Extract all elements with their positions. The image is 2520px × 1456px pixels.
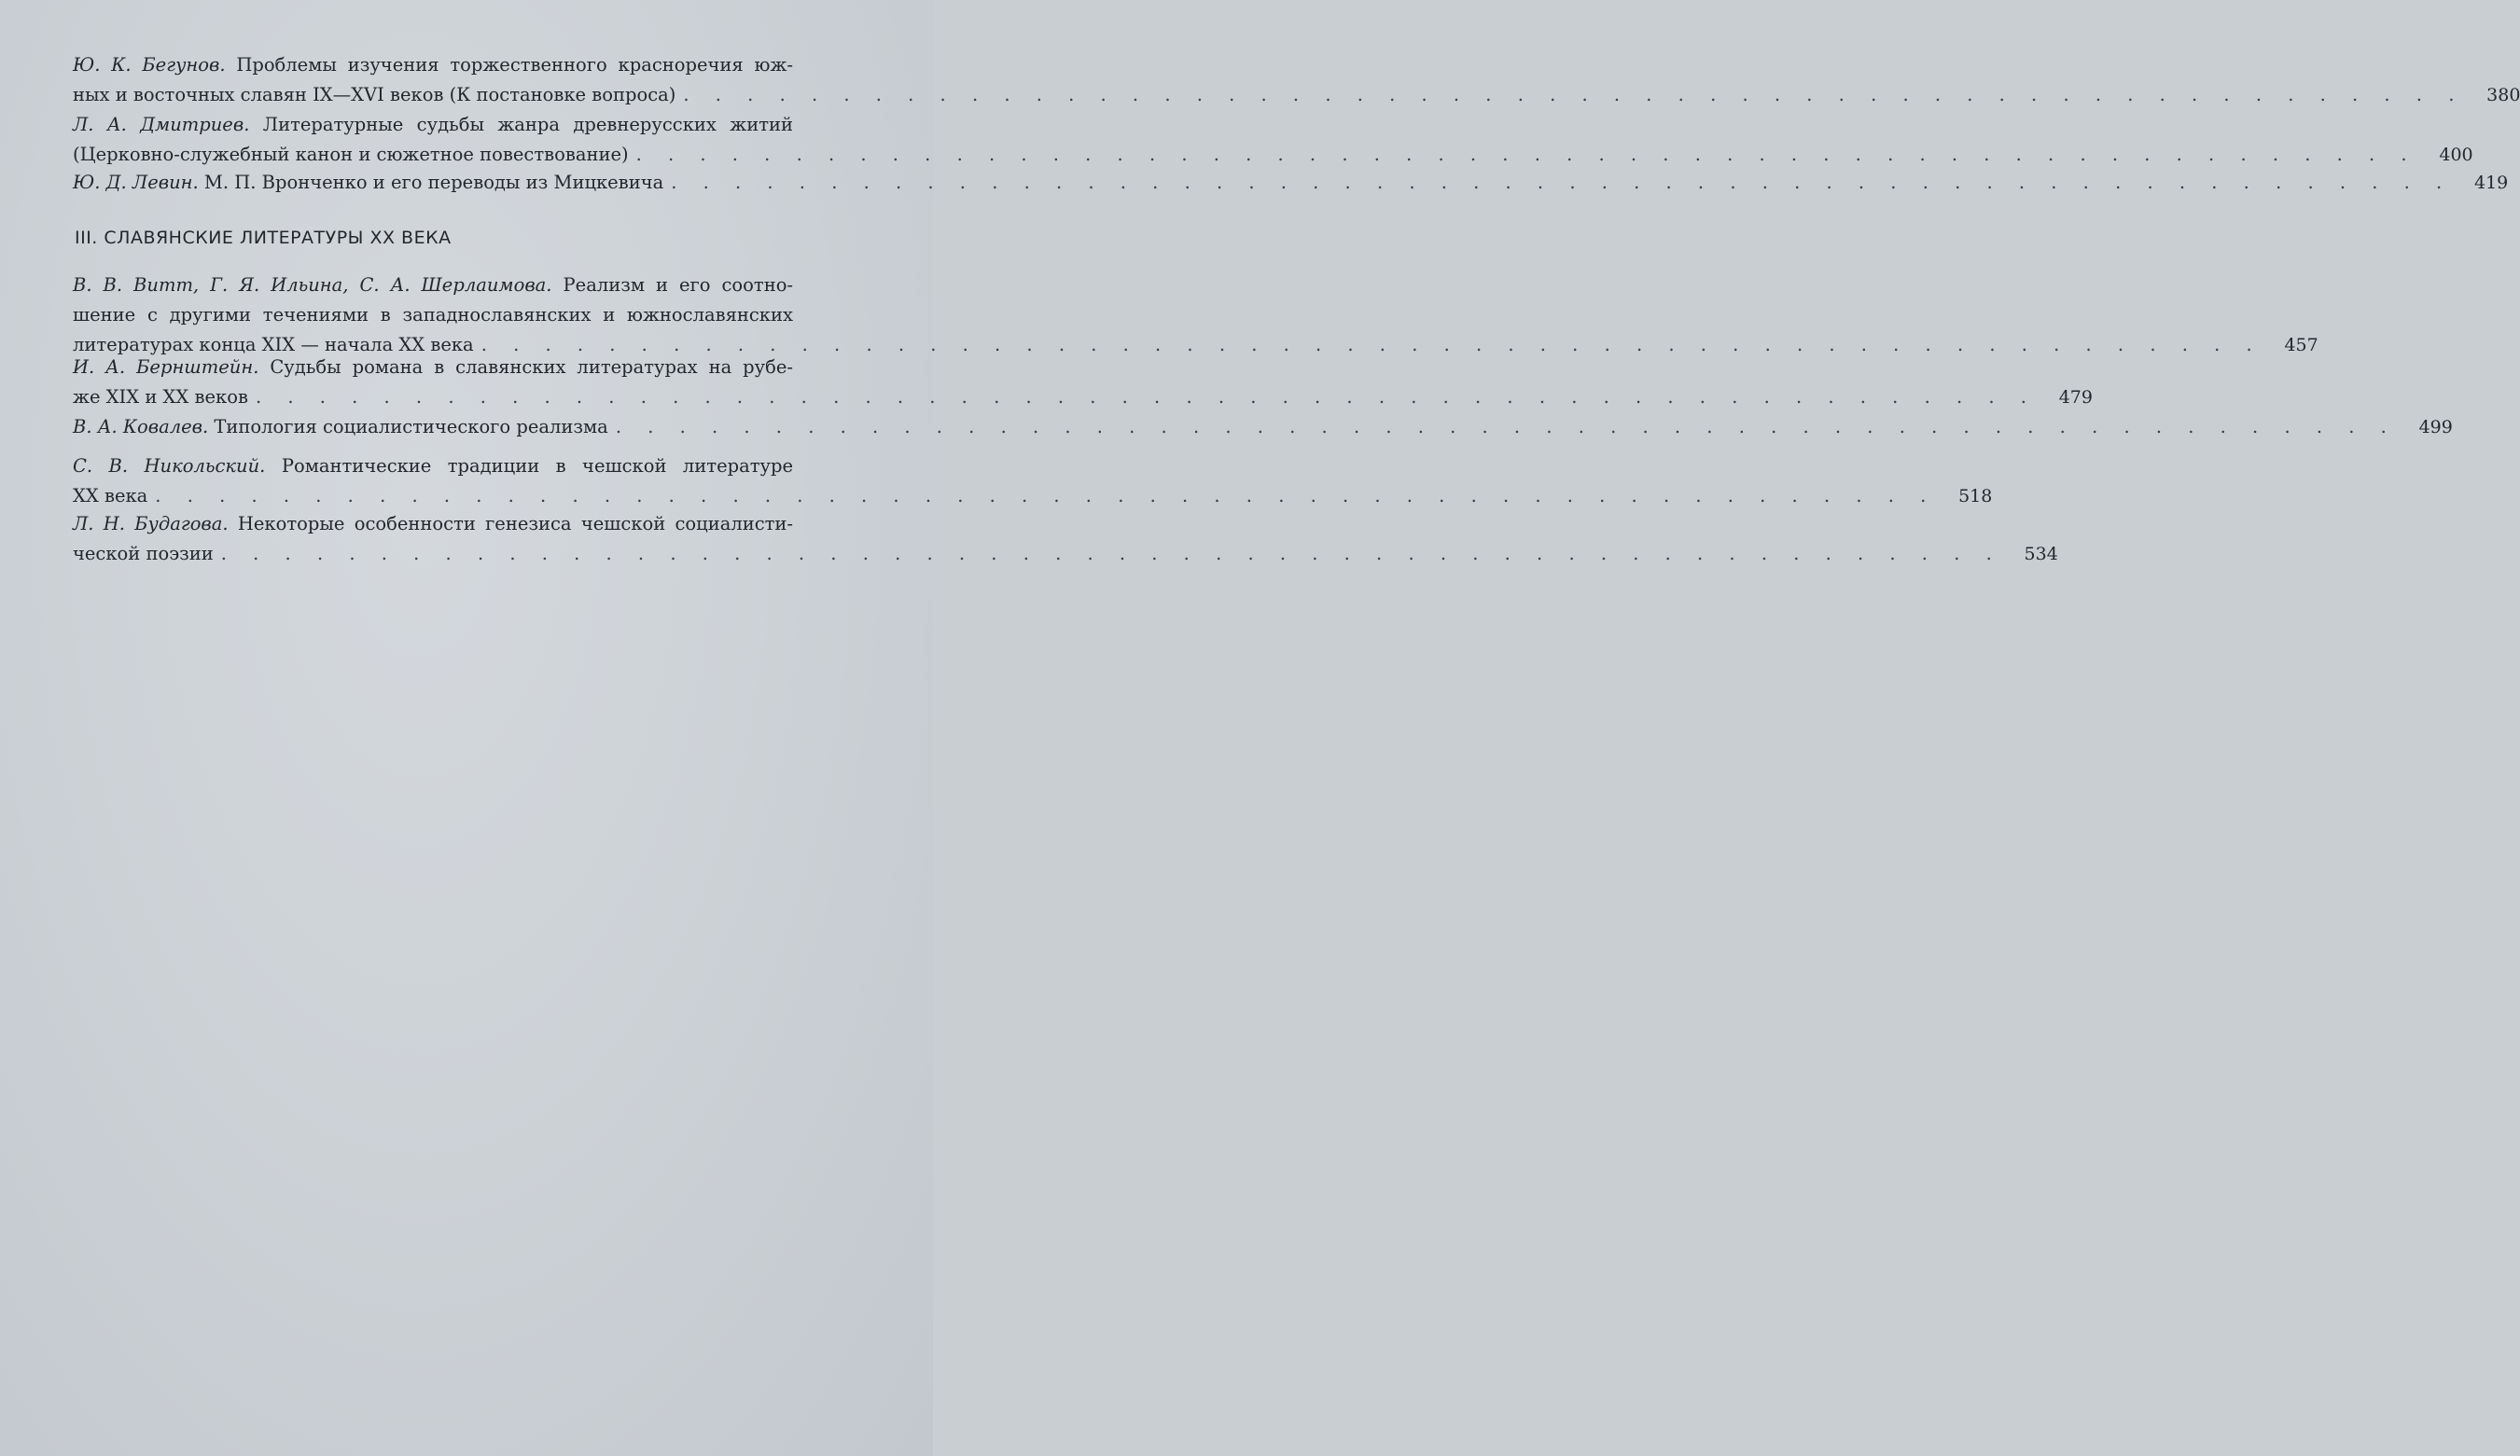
page-number: 518 bbox=[1958, 486, 1993, 506]
entry-author: С. В. Никольский. bbox=[73, 455, 266, 477]
entry-title: (Церковно-служебный канон и сюжетное повествование) bbox=[73, 144, 629, 165]
page-number: 457 bbox=[2284, 335, 2318, 355]
dot-leader bbox=[671, 168, 2452, 198]
entry-title: Некоторые особенности генезиса чешской социалисти- bbox=[237, 513, 794, 534]
entry-title: шение с другими течениями в западнославянских и южнославянских bbox=[73, 304, 793, 326]
dot-leader bbox=[636, 140, 2417, 170]
entry-title: литературах конца XIX — начала XX века bbox=[73, 334, 474, 355]
toc-line bbox=[73, 300, 868, 330]
entry-author: В. А. Ковалев. bbox=[73, 416, 209, 437]
page-number: 419 bbox=[2474, 173, 2509, 193]
page-number: 534 bbox=[2024, 544, 2058, 564]
entry-author: Ю. Д. Левин. bbox=[73, 172, 199, 193]
dot-leader bbox=[221, 539, 2002, 569]
toc-line bbox=[73, 50, 868, 80]
toc-entry bbox=[73, 509, 2058, 569]
toc-line bbox=[73, 539, 2058, 569]
entry-title: Типология социалистического реализма bbox=[214, 416, 608, 437]
toc-entry bbox=[73, 412, 2453, 442]
toc-line bbox=[73, 412, 2453, 442]
toc-line bbox=[73, 451, 868, 481]
entry-author: Л. Н. Будагова. bbox=[73, 513, 229, 534]
entry-title: ных и восточных славян IX—XVI веков (К постановке вопроса) bbox=[73, 84, 676, 105]
entry-title: Романтические традиции в чешской литературе bbox=[281, 455, 793, 477]
entry-author: Ю. К. Бегунов. bbox=[73, 54, 226, 76]
toc-line bbox=[73, 353, 868, 382]
entry-title: XX века bbox=[73, 485, 148, 506]
toc-entry bbox=[73, 168, 2509, 198]
entry-title: Реализм и его соотно- bbox=[563, 274, 794, 296]
toc-line bbox=[73, 481, 1993, 511]
entry-author: И. А. Бернштейн. bbox=[73, 356, 259, 378]
toc-entry bbox=[73, 270, 2318, 360]
toc-line bbox=[73, 270, 868, 300]
dot-leader bbox=[616, 412, 2397, 442]
page-number: 400 bbox=[2439, 145, 2473, 165]
entry-title: же XIX и XX веков bbox=[73, 386, 248, 408]
toc-entry bbox=[73, 353, 2093, 412]
toc-line bbox=[73, 110, 868, 140]
page-number: 479 bbox=[2058, 387, 2093, 408]
entry-title: Проблемы изучения торжественного красноречия юж- bbox=[236, 54, 794, 76]
entry-title: Судьбы романа в славянских литературах на рубе- bbox=[270, 356, 793, 378]
toc-line bbox=[73, 168, 2509, 198]
entry-title: М. П. Вронченко и его переводы из Мицкевича bbox=[203, 172, 664, 193]
dot-leader bbox=[256, 382, 2037, 412]
entry-title: Литературные судьбы жанра древнерусских житий bbox=[262, 114, 793, 135]
toc-entry bbox=[73, 50, 2520, 110]
section-heading: III. СЛАВЯНСКИЕ ЛИТЕРАТУРЫ XX ВЕКА bbox=[75, 228, 452, 248]
page-number: 380 bbox=[2486, 85, 2520, 105]
toc-entry bbox=[73, 451, 1993, 511]
dot-leader bbox=[155, 481, 1936, 511]
page-number: 499 bbox=[2418, 417, 2453, 437]
entry-author: В. В. Витт, Г. Я. Ильина, С. А. Шерлаимова. bbox=[73, 274, 552, 296]
toc-line bbox=[73, 382, 2093, 412]
entry-author: Л. А. Дмитриев. bbox=[73, 114, 250, 135]
toc-line bbox=[73, 509, 868, 539]
toc-entry bbox=[73, 110, 2473, 170]
toc-line bbox=[73, 140, 2473, 170]
dot-leader bbox=[683, 80, 2464, 110]
toc-line bbox=[73, 80, 2520, 110]
entry-title: ческой поэзии bbox=[73, 543, 214, 564]
